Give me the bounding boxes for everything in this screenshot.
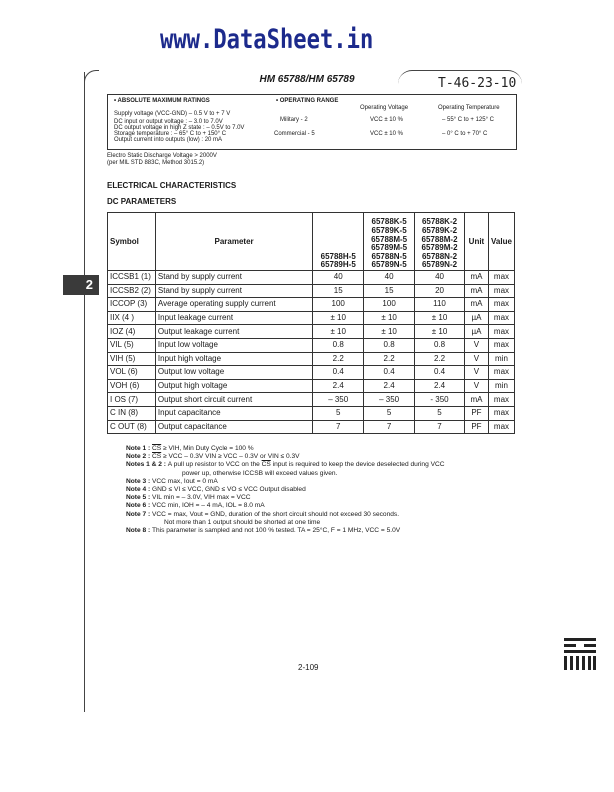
table-row xyxy=(108,298,515,312)
note-label: Note 7 : xyxy=(126,510,153,518)
note-1 xyxy=(126,445,526,453)
cell-unit: V xyxy=(464,379,488,393)
header-grade-h5 xyxy=(313,213,364,271)
cell-value-h5: 0.8 xyxy=(313,338,364,352)
cell-value-2: - 350 xyxy=(415,393,465,407)
note-text: ≥ VCC – 0.3V VIN ≥ VCC – 0.3V or VIN ≤ 0.3V xyxy=(161,453,300,461)
part-number: 65788N-2 xyxy=(421,251,458,261)
abs-max-line: Supply voltage (VCC-GND) – 0.5 V to + 7 V xyxy=(114,111,231,117)
dc-parameters-table xyxy=(107,212,515,434)
note-text: This parameter is sampled and not 100 % tested. TA = 25°C, F = 1 MHz, VCC = 5.0V xyxy=(152,527,401,535)
note-label: Note 8 : xyxy=(126,527,153,535)
cell-symbol: VIH (5) xyxy=(108,352,156,366)
cell-value-2: 0.4 xyxy=(415,366,465,380)
cell-value-5: 5 xyxy=(364,406,415,420)
cell-value-2: 110 xyxy=(415,298,465,312)
abs-max-line: DC input or output voltage : – 3.0 to 7.0V xyxy=(114,119,223,125)
note-label: Note 3 : xyxy=(126,477,153,485)
reference-code: T-46-23-10 xyxy=(438,76,517,91)
abs-max-line: DC output voltage in high Z state : – 0.5V to 7.0V xyxy=(114,125,245,131)
header-unit: Unit xyxy=(464,213,488,271)
cell-parameter: Output short circuit current xyxy=(155,393,312,407)
cell-value-2: ± 10 xyxy=(415,325,465,339)
note-7-continuation: Not more than 1 output should be shorted at one time xyxy=(164,518,321,526)
part-number: 65788H-5 xyxy=(320,251,356,261)
cell-symbol: C OUT (8) xyxy=(108,420,156,434)
cell-limit: max xyxy=(488,366,514,380)
op-voltage: VCC ± 10 % xyxy=(370,131,403,137)
cell-symbol: ICCSB1 (1) xyxy=(108,271,156,285)
cell-parameter: Output capacitance xyxy=(155,420,312,434)
part-number: 65788K-5 xyxy=(371,217,407,227)
cell-limit: max xyxy=(488,298,514,312)
cell-value-5: 7 xyxy=(364,420,415,434)
part-number: 65789H-5 xyxy=(320,260,356,270)
cell-value-5: 2.2 xyxy=(364,352,415,366)
table-row xyxy=(108,338,515,352)
cell-limit: max xyxy=(488,311,514,325)
cell-value-h5: 5 xyxy=(313,406,364,420)
cell-value-5: 2.4 xyxy=(364,379,415,393)
cell-symbol: VOH (6) xyxy=(108,379,156,393)
cell-value-5: 0.4 xyxy=(364,366,415,380)
cell-unit: mA xyxy=(464,298,488,312)
op-temp: – 0° C to + 70° C xyxy=(442,131,488,137)
cell-symbol: VIL (5) xyxy=(108,338,156,352)
cell-parameter: Output high voltage xyxy=(155,379,312,393)
note-2 xyxy=(126,453,526,461)
note-1-2-continuation: power up, otherwise ICCSB will exceed values given. xyxy=(182,469,338,477)
esd-line: (per MIL STD 883C, Method 3015.2) xyxy=(107,160,205,166)
cell-unit: µA xyxy=(464,325,488,339)
chip-select-symbol: $\overline{CS}$ xyxy=(152,445,162,452)
cell-limit: max xyxy=(488,393,514,407)
cell-value-h5: 7 xyxy=(313,420,364,434)
op-grade: Commercial - 5 xyxy=(274,131,315,137)
cell-value-5: ± 10 xyxy=(364,311,415,325)
part-number: 65789K-2 xyxy=(421,226,458,236)
cell-value-2: 0.8 xyxy=(415,338,465,352)
cell-value-2: ± 10 xyxy=(415,311,465,325)
left-border-rule xyxy=(84,72,85,712)
note-3 xyxy=(126,478,526,486)
abs-max-line: Output current into outputs (low) : 20 mA xyxy=(114,137,223,143)
note-text: VCC min, IOH = – 4 mA, IOL = 8.0 mA xyxy=(152,502,265,510)
cell-limit: max xyxy=(488,338,514,352)
cell-value-2: 5 xyxy=(415,406,465,420)
table-row xyxy=(108,379,515,393)
cell-value-h5: 2.4 xyxy=(313,379,364,393)
cell-value-h5: 40 xyxy=(313,271,364,285)
cell-unit: V xyxy=(464,366,488,380)
cell-value-2: 20 xyxy=(415,284,465,298)
cell-value-5: 40 xyxy=(364,271,415,285)
table-row xyxy=(108,325,515,339)
esd-line: Electro Static Discharge Voltage > 2000V xyxy=(107,153,217,159)
cell-symbol: VOL (6) xyxy=(108,366,156,380)
cell-value-h5: ± 10 xyxy=(313,325,364,339)
electrical-heading: ELECTRICAL CHARACTERISTICS xyxy=(107,181,237,190)
cell-unit: V xyxy=(464,338,488,352)
cell-symbol: ICCOP (3) xyxy=(108,298,156,312)
cell-limit: max xyxy=(488,284,514,298)
watermark-site-name: www.DataSheet.in xyxy=(160,24,374,55)
esd-note xyxy=(107,153,217,167)
cell-parameter: Input high voltage xyxy=(155,352,312,366)
table-row xyxy=(108,311,515,325)
cell-value-2: 2.2 xyxy=(415,352,465,366)
note-text: VCC = max, Vout = GND, duration of the short circuit should not exceed 30 seconds. xyxy=(152,510,400,518)
cell-value-5: – 350 xyxy=(364,393,415,407)
note-text: A pull up resistor to VCC on the xyxy=(167,461,262,469)
abs-max-heading: • ABSOLUTE MAXIMUM RATINGS xyxy=(114,98,210,104)
part-number: 65788K-2 xyxy=(421,217,458,227)
note-6 xyxy=(126,502,526,510)
cell-limit: max xyxy=(488,325,514,339)
header-grade-2 xyxy=(415,213,465,271)
note-4 xyxy=(126,486,526,494)
page-title: HM 65788/HM 65789 xyxy=(259,74,355,85)
chip-select-symbol: $\overline{CS}$ xyxy=(261,461,271,469)
note-text: input is required to keep the device deselected during VCC xyxy=(270,461,445,469)
notes-block xyxy=(126,445,526,535)
table-row xyxy=(108,284,515,298)
cell-symbol: C IN (8) xyxy=(108,406,156,420)
cell-parameter: Average operating supply current xyxy=(155,298,312,312)
note-label: Note 5 : xyxy=(126,494,153,502)
note-text: VCC max, Iout = 0 mA xyxy=(152,477,218,485)
cell-value-h5: 100 xyxy=(313,298,364,312)
cell-unit: mA xyxy=(464,284,488,298)
op-range-heading: • OPERATING RANGE xyxy=(276,98,339,104)
manufacturer-logo-icon xyxy=(562,636,598,672)
cell-value-5: ± 10 xyxy=(364,325,415,339)
cell-parameter: Input low voltage xyxy=(155,338,312,352)
cell-symbol: IIX (4 ) xyxy=(108,311,156,325)
cell-parameter: Output leakage current xyxy=(155,325,312,339)
note-text: ≥ VIH, Min Duty Cycle = 100 % xyxy=(161,445,254,452)
note-5 xyxy=(126,494,526,502)
note-8 xyxy=(126,527,526,535)
table-row xyxy=(108,366,515,380)
cell-value-h5: 0.4 xyxy=(313,366,364,380)
page-number: 2-109 xyxy=(298,663,319,672)
op-temp: – 55° C to + 125° C xyxy=(442,117,494,123)
part-number: 65788N-5 xyxy=(371,251,407,261)
cell-unit: V xyxy=(464,352,488,366)
cell-parameter: Input capacitance xyxy=(155,406,312,420)
cell-parameter: Output low voltage xyxy=(155,366,312,380)
cell-value-h5: – 350 xyxy=(313,393,364,407)
cell-parameter: Input leakage current xyxy=(155,311,312,325)
header-grade-5 xyxy=(364,213,415,271)
part-number: 65788M-2 xyxy=(421,234,458,244)
cell-value-h5: 15 xyxy=(313,284,364,298)
cell-limit: min xyxy=(488,352,514,366)
cell-limit: min xyxy=(488,379,514,393)
table-row xyxy=(108,352,515,366)
cell-unit: µA xyxy=(464,311,488,325)
cell-value-h5: ± 10 xyxy=(313,311,364,325)
cell-unit: PF xyxy=(464,420,488,434)
cell-limit: max xyxy=(488,420,514,434)
op-voltage: VCC ± 10 % xyxy=(370,117,403,123)
cell-value-2: 2.4 xyxy=(415,379,465,393)
cell-limit: max xyxy=(488,406,514,420)
dc-heading: DC PARAMETERS xyxy=(107,197,177,206)
part-number: 65788M-5 xyxy=(371,234,408,244)
cell-value-2: 7 xyxy=(415,420,465,434)
cell-value-5: 0.8 xyxy=(364,338,415,352)
table-row xyxy=(108,393,515,407)
cell-value-5: 100 xyxy=(364,298,415,312)
cell-unit: PF xyxy=(464,406,488,420)
table-row xyxy=(108,406,515,420)
note-text: GND ≤ VI ≤ VCC, GND ≤ VO ≤ VCC Output disabled xyxy=(152,486,306,494)
note-label: Notes 1 & 2 : xyxy=(126,461,168,469)
part-number: 65789N-2 xyxy=(421,260,458,270)
chip-select-symbol: $\overline{CS}$ xyxy=(152,453,162,461)
header-parameter: Parameter xyxy=(155,213,312,271)
part-number: 65789M-5 xyxy=(371,243,408,253)
note-label: Note 6 : xyxy=(126,502,153,510)
abs-max-line: Storage temperature : – 65° C to + 150° C xyxy=(114,131,227,137)
table-row xyxy=(108,271,515,285)
note-7 xyxy=(126,511,526,519)
note-label: Note 4 : xyxy=(126,486,153,494)
section-tab-marker: 2 xyxy=(63,275,99,295)
cell-unit: mA xyxy=(464,271,488,285)
cell-parameter: Stand by supply current xyxy=(155,271,312,285)
op-temp-header: Operating Temperature xyxy=(438,105,500,111)
cell-value-5: 15 xyxy=(364,284,415,298)
cell-limit: max xyxy=(488,271,514,285)
cell-symbol: IOZ (4) xyxy=(108,325,156,339)
cell-symbol: ICCSB2 (2) xyxy=(108,284,156,298)
op-voltage-header: Operating Voltage xyxy=(360,105,409,111)
part-number: 65789K-5 xyxy=(371,226,407,236)
note-label: Note 1 : xyxy=(126,445,153,452)
note-1-2 xyxy=(126,461,526,469)
cell-parameter: Stand by supply current xyxy=(155,284,312,298)
part-number: 65789M-2 xyxy=(421,243,458,253)
note-label: Note 2 : xyxy=(126,453,153,461)
note-text: VIL min = – 3.0V, VIH max = VCC xyxy=(152,494,251,502)
header-value: Value xyxy=(488,213,514,271)
cell-value-2: 40 xyxy=(415,271,465,285)
cell-value-h5: 2.2 xyxy=(313,352,364,366)
op-grade: Military - 2 xyxy=(280,117,308,123)
cell-symbol: I OS (7) xyxy=(108,393,156,407)
header-symbol: Symbol xyxy=(108,213,156,271)
cell-unit: mA xyxy=(464,393,488,407)
table-row xyxy=(108,420,515,434)
part-number: 65789N-5 xyxy=(371,260,407,270)
ratings-box xyxy=(107,94,517,150)
